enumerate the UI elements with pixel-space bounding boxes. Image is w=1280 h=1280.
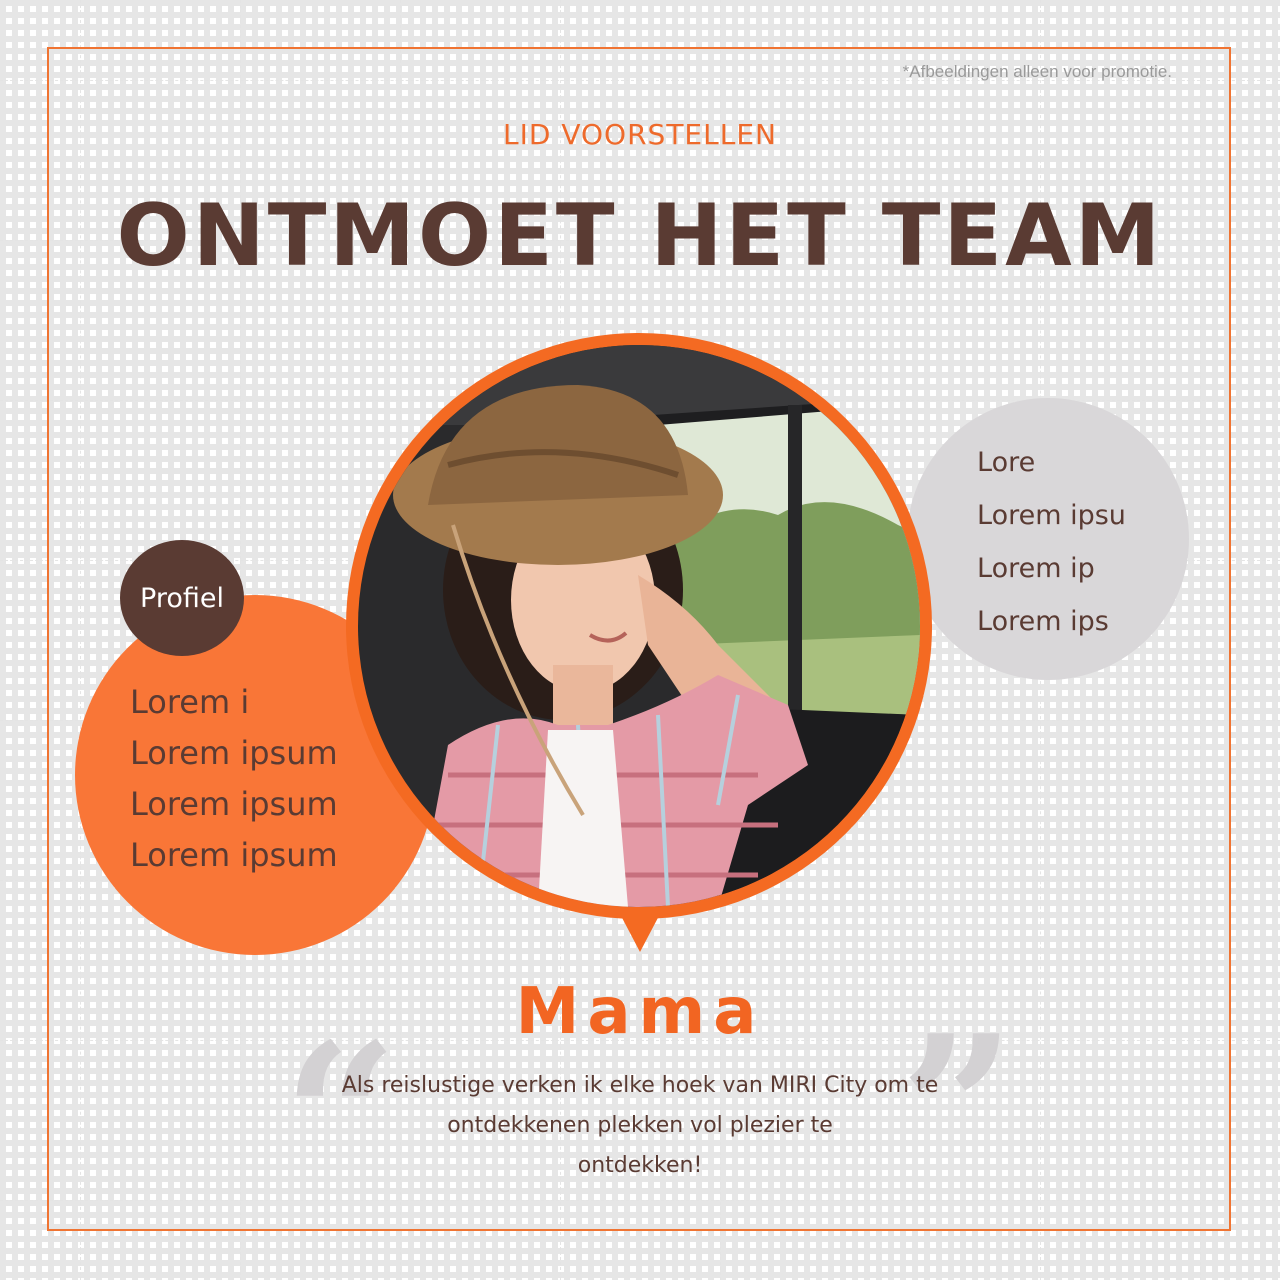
details-line: Lorem ip	[977, 553, 1095, 584]
close-quote-icon: ”	[900, 992, 1016, 1227]
member-photo	[358, 345, 920, 907]
profile-line: Lorem ipsum	[130, 785, 338, 823]
details-line: Lore	[977, 447, 1036, 478]
profile-line: Lorem ipsum	[130, 734, 338, 772]
profile-badge: Profiel	[120, 540, 244, 656]
member-quote	[330, 1066, 950, 1186]
profile-line: Lorem i	[130, 683, 250, 721]
quote-line: ontdekken!	[577, 1153, 703, 1178]
page-title: ONTMOET HET TEAM	[116, 186, 1164, 286]
quote-line: Als reislustige verken ik elke hoek van MIRI City om te	[341, 1073, 939, 1098]
details-line: Lorem ips	[977, 606, 1109, 637]
details-line: Lorem ipsu	[977, 500, 1126, 531]
quote-line: ontdekkenen plekken vol plezier te	[447, 1113, 833, 1138]
open-quote-icon: “	[283, 1000, 399, 1235]
details-bubble	[907, 398, 1189, 680]
photo-pointer	[619, 912, 661, 952]
member-name: Mama	[515, 975, 765, 1049]
profile-line: Lorem ipsum	[130, 836, 338, 874]
section-kicker: LID VOORSTELLEN	[503, 118, 777, 151]
disclaimer-text: *Afbeeldingen alleen voor promotie.	[902, 62, 1172, 81]
